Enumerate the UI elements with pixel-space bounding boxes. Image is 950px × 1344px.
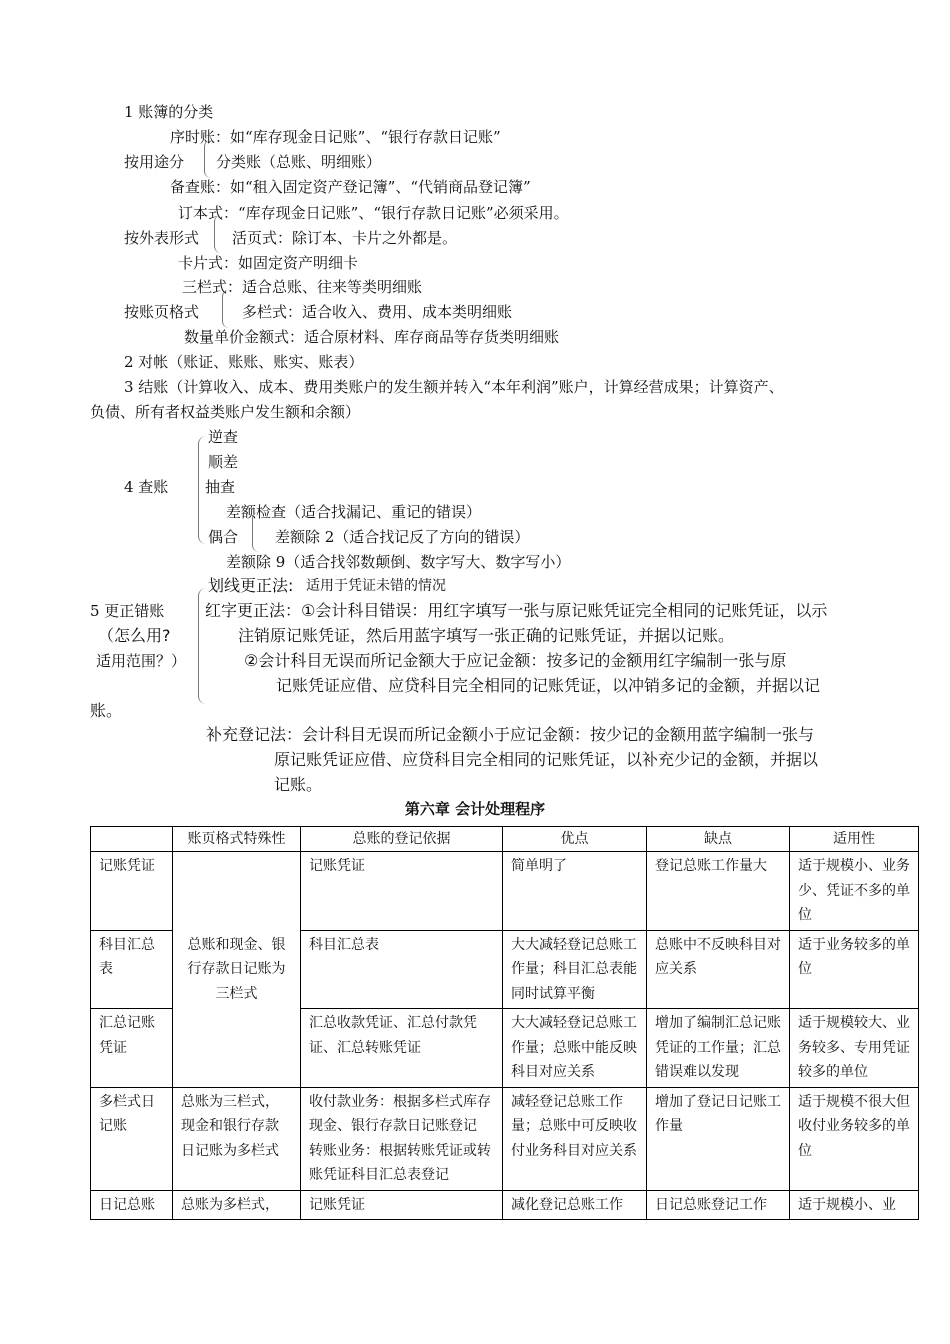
form-brace bbox=[214, 215, 221, 253]
row-cons-cell: 总账中不反映科目对应关系 bbox=[647, 930, 790, 1009]
table-row bbox=[91, 1087, 919, 1190]
row-cons-cell: 增加了编制汇总记账凭证的工作量；汇总错误难以发现 bbox=[647, 1009, 790, 1088]
row-cons-cell: 日记总账登记工作 bbox=[647, 1190, 790, 1220]
red-method-line-3: ②会计科目无误而所记金额大于应记金额：按多记的金额用红字编制一张与原 bbox=[244, 651, 787, 670]
usage-memo-line: 备查账：如“租入固定资产登记簿”、“代销商品登记簿” bbox=[170, 178, 531, 196]
audit-label: 4 查账 bbox=[124, 478, 169, 496]
section-1-title: 1 账簿的分类 bbox=[124, 103, 214, 121]
form-label: 按外表形式 bbox=[124, 229, 200, 247]
usage-label: 按用途分 bbox=[124, 153, 185, 171]
strikethrough-method-text: 适用于凭证未错的情况 bbox=[306, 578, 446, 594]
row-special-cell: 总账为三栏式，现金和银行存款日记账为多栏式 bbox=[173, 1087, 301, 1190]
row-pros-cell: 减化登记总账工作 bbox=[503, 1190, 647, 1220]
row-basis-cell: 汇总收款凭证、汇总付款凭证、汇总转账凭证 bbox=[301, 1009, 503, 1088]
form-bound-line: 订本式：“库存现金日记账”、“银行存款日记账”必须采用。 bbox=[178, 204, 569, 222]
table-row bbox=[91, 1190, 919, 1220]
form-card-line: 卡片式：如固定资产明细卡 bbox=[178, 254, 359, 272]
header-cell: 优点 bbox=[503, 827, 647, 852]
red-method-line-5: 账。 bbox=[90, 701, 123, 720]
row-pros-cell: 大大减轻登记总账工作量；总账中能反映科目对应关系 bbox=[503, 1009, 647, 1088]
form-loose-line: 活页式：除订本、卡片之外都是。 bbox=[232, 229, 458, 247]
header-cell: 账页格式特殊性 bbox=[173, 827, 301, 852]
header-cell: 适用性 bbox=[790, 827, 919, 852]
audit-diff-check: 差额检查（适合找漏记、重记的错误） bbox=[226, 503, 482, 521]
section-5-sub-1: （怎么用? bbox=[98, 626, 171, 645]
row-basis-cell: 记账凭证 bbox=[301, 852, 503, 931]
row-fit-cell: 适于规模小、业务少、凭证不多的单位 bbox=[790, 852, 919, 931]
row-name-cell: 多栏式日记账 bbox=[91, 1087, 173, 1190]
section-5-label: 5 更正错账 bbox=[90, 602, 165, 620]
audit-forward: 顺差 bbox=[208, 453, 239, 471]
format-label: 按账页格式 bbox=[124, 303, 200, 321]
procedure-table bbox=[90, 826, 919, 1220]
format-multi-column-line: 多栏式：适合收入、费用、成本类明细账 bbox=[242, 303, 513, 321]
row-special-cell: 总账和现金、银行存款日记账为三栏式 bbox=[173, 852, 301, 1088]
red-method-line-4: 记账凭证应借、应贷科目完全相同的记账凭证，以冲销多记的金额，并据以记 bbox=[276, 676, 821, 695]
basis-receipt-payment: 收付款业务：根据多栏式库存现金、银行存款日记账登记 bbox=[309, 1093, 491, 1134]
basis-transfer: 转账业务：根据转账凭证或转账凭证科目汇总表登记 bbox=[309, 1142, 491, 1183]
format-three-column-line: 三栏式：适合总账、往来等类明细账 bbox=[182, 278, 423, 296]
header-cell: 缺点 bbox=[647, 827, 790, 852]
row-cons-cell: 增加了登记日记账工作量 bbox=[647, 1087, 790, 1190]
audit-reverse: 逆查 bbox=[208, 428, 239, 446]
row-basis-cell: 科目汇总表 bbox=[301, 930, 503, 1009]
row-pros-cell: 减轻登记总账工作量；总账中可反映收付业务科目对应关系 bbox=[503, 1087, 647, 1190]
strikethrough-method-label: 划线更正法: bbox=[208, 576, 294, 595]
row-basis-cell bbox=[301, 1087, 503, 1190]
row-pros-cell: 大大减轻登记总账工作量；科目汇总表能同时试算平衡 bbox=[503, 930, 647, 1009]
audit-divide-9: 差额除 9（适合找邻数颠倒、数字写大、数字写小） bbox=[226, 553, 571, 571]
row-name-cell: 记账凭证 bbox=[91, 852, 173, 931]
usage-brace bbox=[204, 140, 211, 178]
row-basis-cell: 记账凭证 bbox=[301, 1190, 503, 1220]
row-fit-cell: 适于规模不很大但收付业务较多的单位 bbox=[790, 1087, 919, 1190]
coincide-brace bbox=[252, 512, 259, 552]
audit-divide-2: 差额除 2（适合找记反了方向的错误） bbox=[275, 528, 530, 546]
row-name-cell: 日记总账 bbox=[91, 1190, 173, 1220]
section-5-sub-2: 适用范围？） bbox=[96, 652, 187, 670]
row-fit-cell: 适于业务较多的单位 bbox=[790, 930, 919, 1009]
row-name-cell: 汇总记账凭证 bbox=[91, 1009, 173, 1088]
audit-coincide: 偶合 bbox=[208, 528, 239, 546]
row-name-cell: 科目汇总表 bbox=[91, 930, 173, 1009]
red-method-line-2: 注销原记账凭证，然后用蓝字填写一张正确的记账凭证，并据以记账。 bbox=[238, 626, 735, 645]
table-row bbox=[91, 852, 919, 931]
section-3-line-1: 3 结账（计算收入、成本、费用类账户的发生额并转入“本年利润”账户，计算经营成果；计算资产、 bbox=[124, 378, 784, 396]
table-header-row bbox=[91, 827, 919, 852]
supplement-method-line-1: 补充登记法：会计科目无误而所记金额小于应记金额：按少记的金额用蓝字编制一张与 bbox=[206, 725, 815, 744]
header-cell: 总账的登记依据 bbox=[301, 827, 503, 852]
row-pros-cell: 简单明了 bbox=[503, 852, 647, 931]
row-fit-cell: 适于规模小、业 bbox=[790, 1190, 919, 1220]
section-2: 2 对帐（账证、账账、账实、账表） bbox=[124, 353, 364, 371]
chapter-title: 第六章 会计处理程序 bbox=[404, 800, 546, 818]
section-3-line-2: 负债、所有者权益类账户发生额和余额） bbox=[90, 403, 361, 421]
row-special-cell: 总账为多栏式， bbox=[173, 1190, 301, 1220]
red-method-line-1: 红字更正法：①会计科目错误：用红字填写一张与原记账凭证完全相同的记账凭证，以示 bbox=[205, 601, 828, 620]
audit-sample: 抽查 bbox=[205, 478, 236, 496]
supplement-method-line-3: 记账。 bbox=[274, 775, 323, 794]
row-cons-cell: 登记总账工作量大 bbox=[647, 852, 790, 931]
format-quantity-line: 数量单价金额式：适合原材料、库存商品等存货类明细账 bbox=[184, 328, 560, 346]
usage-ledger-line: 分类账（总账、明细账） bbox=[216, 153, 382, 171]
header-cell bbox=[91, 827, 173, 852]
usage-journal-line: 序时账：如“库存现金日记账”、“银行存款日记账” bbox=[170, 128, 501, 146]
supplement-method-line-2: 原记账凭证应借、应贷科目完全相同的记账凭证，以补充少记的金额，并据以 bbox=[274, 750, 819, 769]
row-fit-cell: 适于规模较大、业务较多、专用凭证较多的单位 bbox=[790, 1009, 919, 1088]
format-brace bbox=[222, 290, 229, 328]
